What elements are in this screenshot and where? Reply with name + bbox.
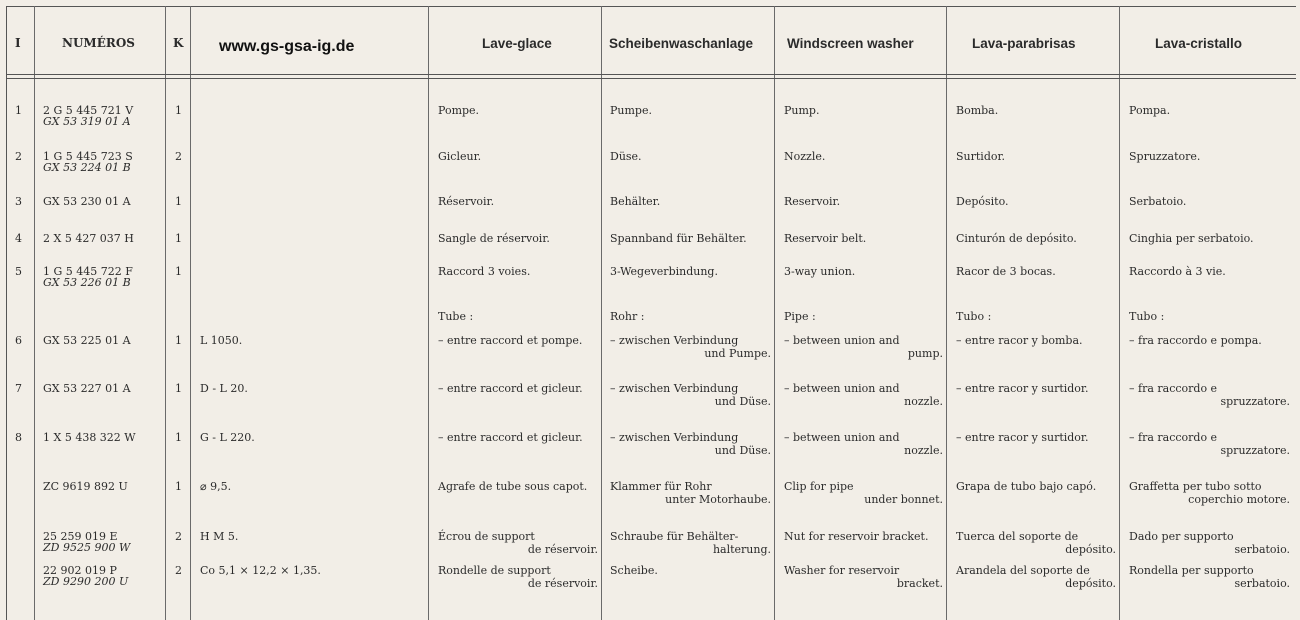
description-it: Tubo :: [1129, 310, 1165, 323]
part-number: GX 53 227 01 A: [43, 382, 131, 395]
divider: [34, 6, 35, 620]
description-de-cont: halterung.: [712, 543, 771, 556]
description-es: Tuerca del soporte de: [956, 530, 1079, 543]
quantity: 1: [175, 195, 182, 208]
description-de: – zwischen Verbindung: [610, 431, 739, 444]
part-number: 1 X 5 438 322 W: [43, 431, 136, 444]
description-de: Düse.: [610, 150, 642, 163]
header-french: Lave-glace: [482, 36, 552, 51]
description-fr: – entre raccord et gicleur.: [438, 431, 583, 444]
quantity: 2: [175, 564, 182, 577]
part-number-alt: ZD 9525 900 W: [43, 541, 131, 554]
description-fr: – entre raccord et pompe.: [438, 334, 583, 347]
part-number-alt: GX 53 319 01 A: [43, 115, 131, 128]
description-en: – between union and: [784, 334, 900, 347]
quantity: 2: [175, 150, 182, 163]
header-spanish: Lava-parabrisas: [972, 36, 1076, 51]
description-es: Grapa de tubo bajo capó.: [956, 480, 1097, 493]
description-it: Rondella per supporto: [1129, 564, 1254, 577]
description-en: – between union and: [784, 431, 900, 444]
description-de: Scheibe.: [610, 564, 658, 577]
quantity: 1: [175, 232, 182, 245]
specification: Co 5,1 × 12,2 × 1,35.: [200, 564, 321, 577]
description-en: – between union and: [784, 382, 900, 395]
row-index: 7: [15, 382, 22, 395]
description-fr: – entre raccord et gicleur.: [438, 382, 583, 395]
description-fr: Sangle de réservoir.: [438, 232, 550, 245]
part-number: 25 259 019 E: [43, 530, 118, 543]
header-index: I: [15, 36, 21, 50]
description-it: Pompa.: [1129, 104, 1171, 117]
description-fr: Réservoir.: [438, 195, 495, 208]
description-es: Tubo :: [956, 310, 992, 323]
part-number: GX 53 225 01 A: [43, 334, 131, 347]
part-number-alt: GX 53 226 01 B: [43, 276, 131, 289]
divider: [428, 6, 429, 620]
quantity: 2: [175, 530, 182, 543]
description-it: Spruzzatore.: [1129, 150, 1201, 163]
description-it: Dado per supporto: [1129, 530, 1234, 543]
quantity: 1: [175, 104, 182, 117]
description-de: – zwischen Verbindung: [610, 382, 739, 395]
row-index: 6: [15, 334, 22, 347]
description-en: Reservoir belt.: [784, 232, 867, 245]
description-de: Klammer für Rohr: [610, 480, 712, 493]
description-de: Behälter.: [610, 195, 661, 208]
quantity: 1: [175, 480, 182, 493]
divider: [946, 6, 947, 620]
description-fr: Tube :: [438, 310, 474, 323]
description-es: – entre racor y bomba.: [956, 334, 1083, 347]
description-it: Raccordo à 3 vie.: [1129, 265, 1226, 278]
part-number: ZC 9619 892 U: [43, 480, 128, 493]
description-fr: Pompe.: [438, 104, 480, 117]
part-number: 2 X 5 427 037 H: [43, 232, 134, 245]
website-watermark: www.gs-gsa-ig.de: [219, 38, 355, 55]
description-en: Clip for pipe: [784, 480, 854, 493]
row-index: 5: [15, 265, 22, 278]
description-en-cont: nozzle.: [904, 395, 943, 408]
part-number: 1 G 5 445 723 S: [43, 150, 133, 163]
description-de: Rohr :: [610, 310, 645, 323]
description-en-cont: under bonnet.: [864, 493, 943, 506]
description-it-cont: spruzzatore.: [1220, 444, 1290, 457]
header-english: Windscreen washer: [787, 36, 914, 51]
description-it-cont: serbatoio.: [1234, 543, 1290, 556]
description-de-cont: und Pumpe.: [704, 347, 771, 360]
description-es: Arandela del soporte de: [956, 564, 1090, 577]
row-index: 3: [15, 195, 22, 208]
description-it-cont: spruzzatore.: [1220, 395, 1290, 408]
description-en: Pump.: [784, 104, 820, 117]
part-number-alt: GX 53 224 01 B: [43, 161, 131, 174]
header-german: Scheibenwaschanlage: [609, 36, 754, 51]
specification: L 1050.: [200, 334, 243, 347]
row-index: 1: [15, 104, 22, 117]
description-fr: Raccord 3 voies.: [438, 265, 531, 278]
specification: ⌀ 9,5.: [200, 480, 232, 493]
description-de: Schraube für Behälter-: [610, 530, 739, 543]
quantity: 1: [175, 265, 182, 278]
description-de: 3-Wegeverbindung.: [610, 265, 718, 278]
description-fr-cont: de réservoir.: [527, 577, 598, 590]
part-number: GX 53 230 01 A: [43, 195, 131, 208]
description-es: Surtidor.: [956, 150, 1006, 163]
description-it: Cinghia per serbatoio.: [1129, 232, 1254, 245]
description-en: Pipe :: [784, 310, 816, 323]
part-number-alt: ZD 9290 200 U: [43, 575, 129, 588]
description-en-cont: nozzle.: [904, 444, 943, 457]
header-numbers: NUMÉROS: [62, 36, 135, 50]
description-es: Racor de 3 bocas.: [956, 265, 1056, 278]
description-en: 3-way union.: [784, 265, 856, 278]
row-index: 4: [15, 232, 22, 245]
row-index: 8: [15, 431, 22, 444]
description-de: – zwischen Verbindung: [610, 334, 739, 347]
specification: G - L 220.: [200, 431, 255, 444]
description-es: Depósito.: [956, 195, 1009, 208]
description-en-cont: bracket.: [896, 577, 943, 590]
description-es-cont: depósito.: [1065, 543, 1116, 556]
description-en-cont: pump.: [907, 347, 943, 360]
header-rule: [6, 78, 1296, 79]
description-fr: Gicleur.: [438, 150, 482, 163]
description-it: – fra raccordo e pompa.: [1129, 334, 1262, 347]
description-es: Bomba.: [956, 104, 999, 117]
row-index: 2: [15, 150, 22, 163]
description-en: Nozzle.: [784, 150, 826, 163]
description-it-cont: coperchio motore.: [1188, 493, 1290, 506]
description-it: – fra raccordo e: [1129, 431, 1218, 444]
divider: [1119, 6, 1120, 620]
divider: [165, 6, 166, 620]
part-number: 22 902 019 P: [43, 564, 117, 577]
description-de-cont: und Düse.: [714, 444, 771, 457]
divider: [601, 6, 602, 620]
header-k: K: [173, 36, 184, 50]
description-it: Graffetta per tubo sotto: [1129, 480, 1262, 493]
header-rule: [6, 74, 1296, 75]
description-en: Reservoir.: [784, 195, 841, 208]
description-es: – entre racor y surtidor.: [956, 382, 1089, 395]
description-fr: Rondelle de support: [438, 564, 551, 577]
specification: H M 5.: [200, 530, 239, 543]
description-de: Spannband für Behälter.: [610, 232, 747, 245]
description-it: – fra raccordo e: [1129, 382, 1218, 395]
quantity: 1: [175, 431, 182, 444]
parts-table: [6, 6, 1296, 620]
part-number: 1 G 5 445 722 F: [43, 265, 133, 278]
quantity: 1: [175, 382, 182, 395]
description-de: Pumpe.: [610, 104, 652, 117]
description-en: Nut for reservoir bracket.: [784, 530, 929, 543]
divider: [190, 6, 191, 620]
description-en: Washer for reservoir: [784, 564, 900, 577]
description-it-cont: serbatoio.: [1234, 577, 1290, 590]
part-number: 2 G 5 445 721 V: [43, 104, 134, 117]
description-es: Cinturón de depósito.: [956, 232, 1077, 245]
description-es-cont: depósito.: [1065, 577, 1116, 590]
description-de-cont: und Düse.: [714, 395, 771, 408]
description-es: – entre racor y surtidor.: [956, 431, 1089, 444]
header-italian: Lava-cristallo: [1155, 36, 1243, 51]
description-it: Serbatoio.: [1129, 195, 1187, 208]
description-fr: Écrou de support: [438, 530, 535, 543]
description-fr-cont: de réservoir.: [527, 543, 598, 556]
specification: D - L 20.: [200, 382, 248, 395]
quantity: 1: [175, 334, 182, 347]
description-fr: Agrafe de tube sous capot.: [438, 480, 588, 493]
divider: [774, 6, 775, 620]
description-de-cont: unter Motorhaube.: [665, 493, 771, 506]
